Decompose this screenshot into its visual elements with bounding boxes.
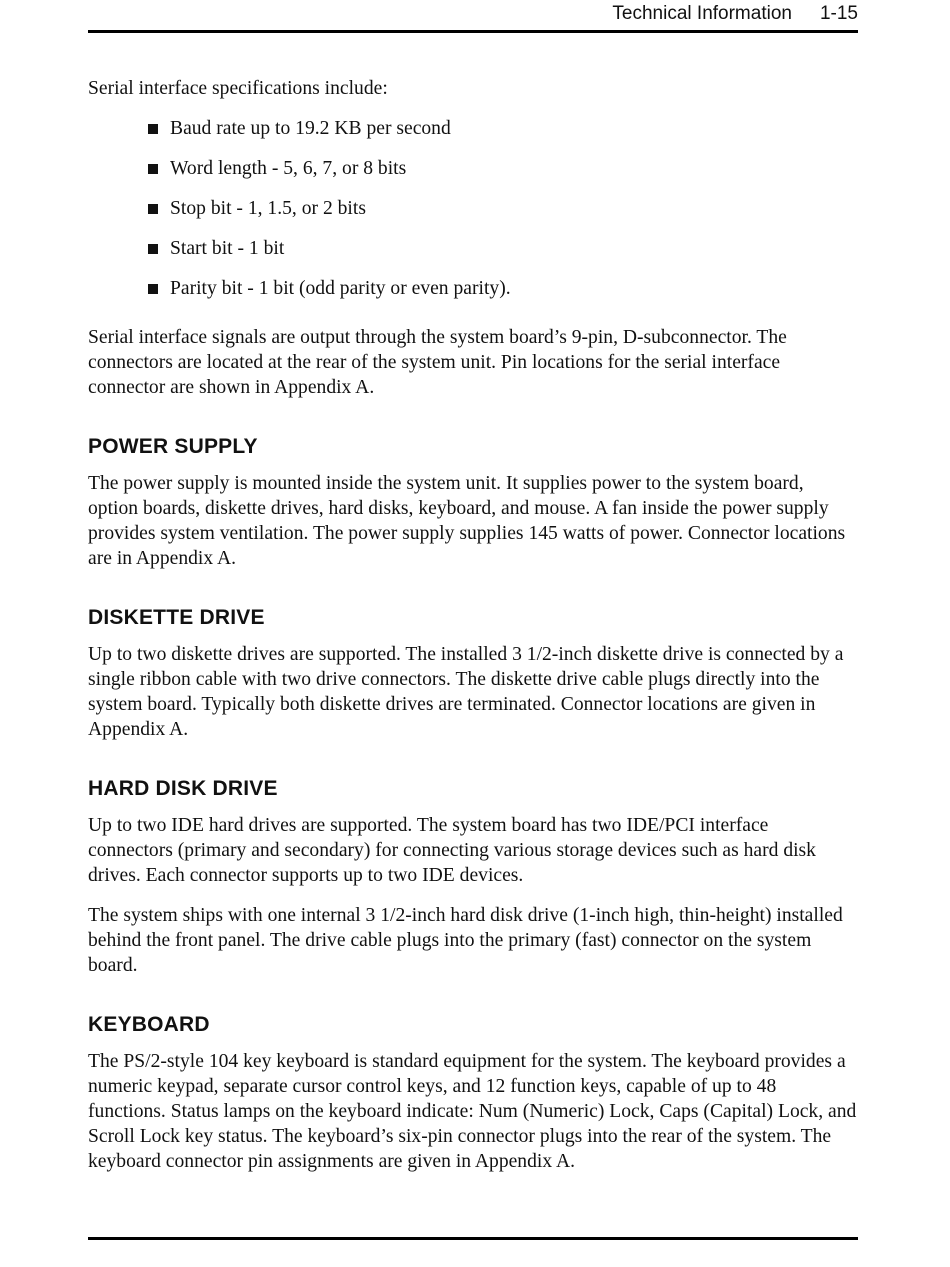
page-content — [88, 76, 858, 1174]
header-title: Technical Information — [612, 3, 792, 24]
header-rule — [88, 30, 858, 33]
list-item: Start bit - 1 bit — [88, 236, 858, 276]
document-page — [88, 0, 858, 1267]
running-header — [88, 3, 858, 25]
diskette-drive-heading: DISKETTE DRIVE — [88, 606, 265, 629]
list-item: Stop bit - 1, 1.5, or 2 bits — [88, 196, 858, 236]
hard-disk-paragraph-1: Up to two IDE hard drives are supported. The system board has two IDE/PCI interface connectors (primary and secondary) for connecting various storage devices such as hard disk drives. Each connector supports up to two IDE devices. — [88, 815, 816, 886]
keyboard-heading: KEYBOARD — [88, 1013, 210, 1036]
power-supply-paragraph: The power supply is mounted inside the system unit. It supplies power to the system board, option boards, diskette drives, hard disks, keyboard, and mouse. A fan inside the power supply provides system ventilation. The power supply supplies 145 watts of power. Connector locations are in Appendix A. — [88, 473, 846, 569]
serial-spec-list — [88, 116, 858, 316]
bullet-square-icon — [148, 164, 158, 174]
footer-rule — [88, 1237, 858, 1240]
keyboard-paragraph: The PS/2-style 104 key keyboard is standard equipment for the system. The keyboard provides a numeric keypad, separate cursor control keys, and 12 function keys, capable of up to 48 functions. Status lamps on the keyboard indicate: Num (Numeric) Lock, Caps (Capital) Lock, and Scroll Lock key status. The keyboard’s six-pin connector plugs into the rear of the system. The keyboard connector pin assignments are given in Appendix A. — [88, 1051, 857, 1172]
list-item: Baud rate up to 19.2 KB per second — [88, 116, 858, 156]
serial-intro: Serial interface specifications include: — [88, 78, 388, 99]
bullet-square-icon — [148, 124, 158, 134]
power-supply-heading: POWER SUPPLY — [88, 435, 258, 458]
list-item: Word length - 5, 6, 7, or 8 bits — [88, 156, 858, 196]
bullet-square-icon — [148, 204, 158, 214]
diskette-drive-paragraph: Up to two diskette drives are supported. The installed 3 1/2-inch diskette drive is connected by a single ribbon cable with two drive connectors. The diskette drive cable plugs directly into the system board. Typically both diskette drives are terminated. Connector locations are given in Appendix A. — [88, 644, 844, 740]
hard-disk-drive-heading: HARD DISK DRIVE — [88, 777, 278, 800]
serial-paragraph: Serial interface signals are output through the system board’s 9-pin, D-subconnector. The connectors are located at the rear of the system unit. Pin locations for the serial interface connector are shown in Appendix A. — [88, 327, 787, 398]
bullet-square-icon — [148, 244, 158, 254]
hard-disk-paragraph-2: The system ships with one internal 3 1/2-inch hard disk drive (1-inch high, thin-height) installed behind the front panel. The drive cable plugs into the primary (fast) connector on the system board. — [88, 905, 843, 976]
page-number: 1-15 — [819, 3, 858, 24]
list-item: Parity bit - 1 bit (odd parity or even parity). — [88, 276, 858, 316]
bullet-square-icon — [148, 284, 158, 294]
